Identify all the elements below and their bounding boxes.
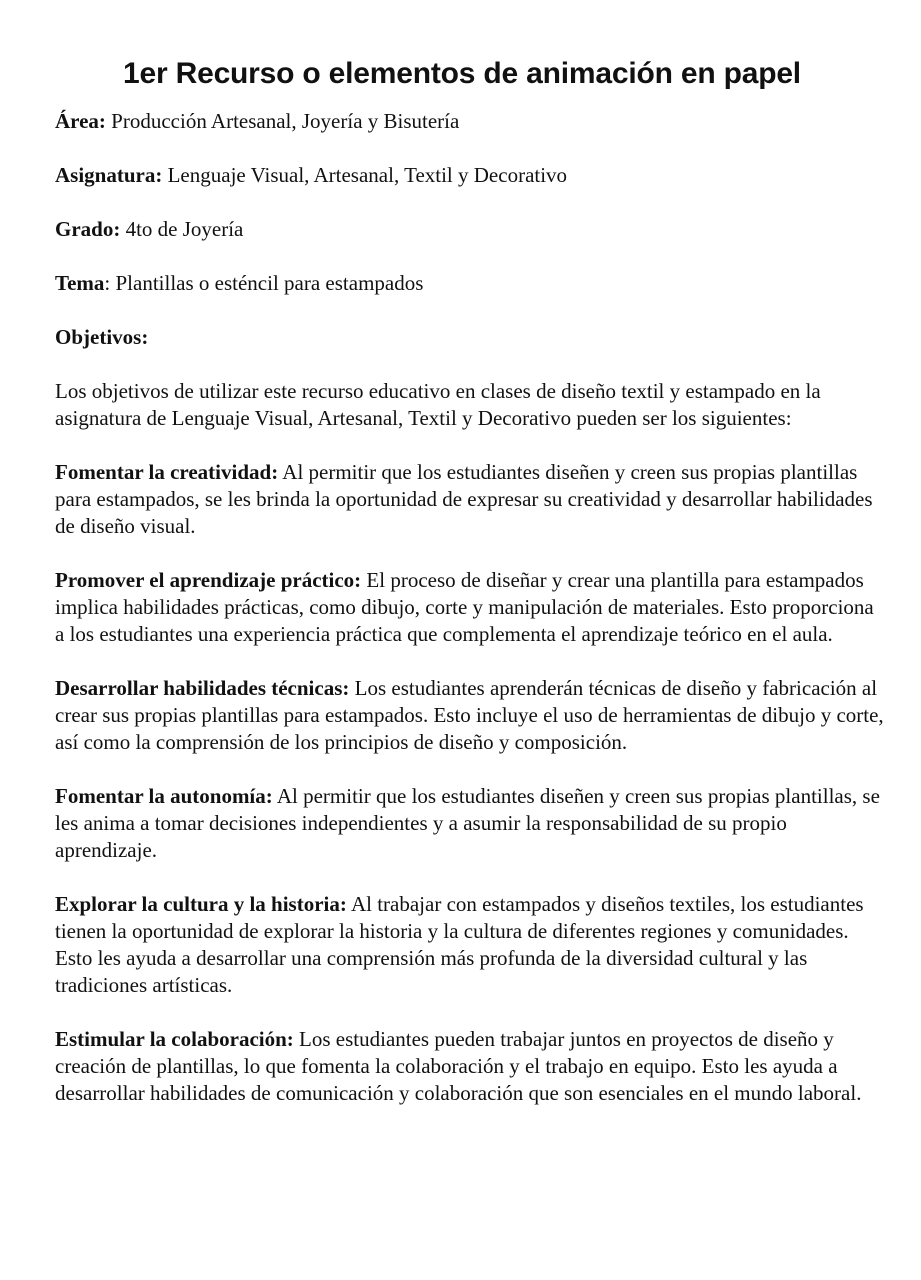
objective-text: Los estudiantes aprenderán técnicas de diseño y fabricación al crear sus propias plantillas para estampados. Esto incluye el uso de herramientas de dibujo y corte, así como la comprensión de los principios de diseño y composición. <box>55 676 884 754</box>
objective-paragraph <box>55 1026 885 1107</box>
objective-heading: Fomentar la creatividad: <box>55 460 279 484</box>
objectives-heading: Objetivos: <box>55 325 149 349</box>
objective-heading: Fomentar la autonomía: <box>55 784 273 808</box>
area-value: Producción Artesanal, Joyería y Bisutería <box>105 109 460 133</box>
area-label: Área: <box>55 109 106 133</box>
objective-text: Al permitir que los estudiantes diseñen y creen sus propias plantillas para estampados, se les brinda la oportunidad de expresar su creatividad y desarrollar habilidades de diseño visual. <box>55 460 873 538</box>
objective-paragraph <box>55 459 885 540</box>
objective-heading: Explorar la cultura y la historia: <box>55 892 347 916</box>
objectives-intro: Los objetivos de utilizar este recurso educativo en clases de diseño textil y estampado en la asignatura de Lenguaje Visual, Artesanal, Textil y Decorativo pueden ser los siguientes: <box>55 379 821 430</box>
objective-heading: Desarrollar habilidades técnicas: <box>55 676 350 700</box>
subject-label: Asignatura: <box>55 163 163 187</box>
objective-text: Al trabajar con estampados y diseños textiles, los estudiantes tienen la oportunidad de explorar la historia y la cultura de diferentes regiones y comunidades. Esto les ayuda a desarrollar una comprensión más profunda de la diversidad cultural y las tradiciones artísticas. <box>55 892 864 997</box>
document-title: 1er Recurso o elementos de animación en papel <box>123 57 801 90</box>
topic-label: Tema <box>55 271 105 295</box>
topic-line <box>55 270 881 297</box>
objective-heading: Promover el aprendizaje práctico: <box>55 568 362 592</box>
objective-text: El proceso de diseñar y crear una plantilla para estampados implica habilidades prácticas, como dibujo, corte y manipulación de materiales. Esto proporciona a los estudiantes una experiencia práctica que complementa el aprendizaje teórico en el aula. <box>55 568 874 646</box>
area-line <box>55 108 881 135</box>
objective-text: Los estudiantes pueden trabajar juntos en proyectos de diseño y creación de plantillas, lo que fomenta la colaboración y el trabajo en equipo. Esto les ayuda a desarrollar habilidades de comunicación y colaboración que son esenciales en el mundo laboral. <box>55 1027 862 1105</box>
subject-value: Lenguaje Visual, Artesanal, Textil y Decorativo <box>162 163 568 187</box>
grade-label: Grado: <box>55 217 121 241</box>
objective-paragraph <box>55 783 885 864</box>
objective-paragraph <box>55 675 885 756</box>
grade-line <box>55 216 881 243</box>
topic-value: : Plantillas o esténcil para estampados <box>104 271 424 295</box>
objective-text: Al permitir que los estudiantes diseñen y creen sus propias plantillas, se les anima a tomar decisiones independientes y a asumir la responsabilidad de su propio aprendizaje. <box>55 784 880 862</box>
objective-paragraph <box>55 567 885 648</box>
grade-value: 4to de Joyería <box>120 217 244 241</box>
objective-heading: Estimular la colaboración: <box>55 1027 294 1051</box>
document-metadata <box>55 108 881 297</box>
subject-line <box>55 162 881 189</box>
objective-paragraph <box>55 891 885 999</box>
